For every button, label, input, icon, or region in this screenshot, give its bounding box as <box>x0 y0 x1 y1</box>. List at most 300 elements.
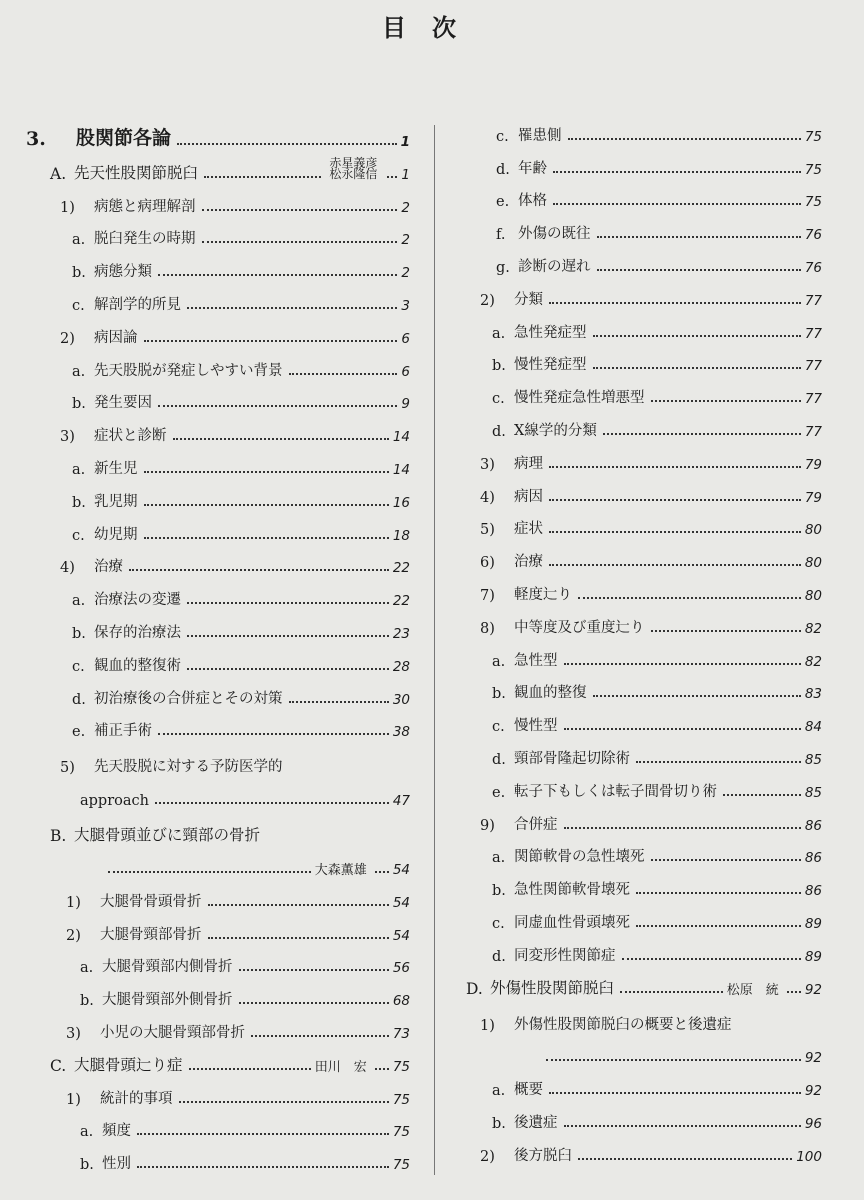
toc-entry <box>20 740 410 776</box>
toc-entry-label: 3) <box>66 1025 81 1042</box>
toc-entry-label: 1) <box>60 199 75 216</box>
toc-entry-page: 2 <box>401 265 410 282</box>
toc-entry-page: 76 <box>804 227 822 244</box>
dot-leader <box>187 307 397 309</box>
toc-entry-title: 後遺症 <box>514 1114 558 1131</box>
toc-entry-page: 68 <box>392 993 410 1010</box>
dot-leader <box>549 302 801 304</box>
toc-entry-title: 頻度 <box>102 1123 131 1140</box>
toc-entry-page: 75 <box>804 194 822 211</box>
toc-entry-label: d. <box>496 161 510 178</box>
toc-entry-title: 補正手術 <box>94 723 152 740</box>
toc-entry-label: a. <box>80 1124 94 1141</box>
toc-entry <box>460 735 822 768</box>
toc-entry-page: 83 <box>804 686 822 703</box>
toc-entry-title: 病因 <box>514 488 543 505</box>
toc-entry-title: 病態分類 <box>94 264 152 281</box>
dot-leader <box>593 695 801 697</box>
dot-leader <box>593 335 801 337</box>
toc-entry-page: 23 <box>392 625 410 642</box>
toc-entry-page: 77 <box>804 391 822 408</box>
toc-entry-author: 松原 統 <box>726 982 779 998</box>
dot-leader <box>187 635 389 637</box>
toc-entry <box>20 544 410 577</box>
toc-entry <box>460 834 822 867</box>
toc-entry-title: 分類 <box>514 291 543 308</box>
toc-entry-title: 外傷性股関節脱臼 <box>490 978 615 997</box>
toc-entry <box>20 809 410 845</box>
dot-leader <box>546 1059 801 1061</box>
toc-entry-page: 76 <box>804 259 822 276</box>
dot-leader <box>723 794 801 796</box>
toc-entry-label: 3. <box>26 128 46 150</box>
toc-entry-page: 56 <box>392 960 410 977</box>
toc-entry-page: 100 <box>796 1148 822 1165</box>
toc-entry <box>20 281 410 314</box>
toc-entry-label: b. <box>492 686 506 703</box>
dot-leader <box>553 171 801 173</box>
dot-leader <box>578 597 801 599</box>
toc-entry <box>20 878 410 911</box>
dot-leader <box>208 937 389 939</box>
toc-entry-title: 合併症 <box>514 816 558 833</box>
dot-leader <box>155 802 389 804</box>
toc-entry-title: 保存的治療法 <box>94 624 181 641</box>
toc-entry-page: 22 <box>392 560 410 577</box>
toc-entry <box>460 178 822 211</box>
toc-entry-title: 関節軟骨の急性壊死 <box>514 849 645 866</box>
toc-entry-label: a. <box>72 461 86 478</box>
dot-leader <box>597 236 801 238</box>
toc-entry-title: 概要 <box>514 1082 543 1099</box>
toc-entry-title: 外傷性股関節脱臼の概要と後遺症 <box>514 1016 732 1033</box>
toc-entry <box>20 976 410 1009</box>
toc-entry-label: b. <box>492 358 506 375</box>
toc-entry <box>460 768 822 801</box>
dot-leader <box>179 1101 389 1103</box>
toc-entry-title: 外傷の既往 <box>518 226 591 243</box>
toc-entry-page: 84 <box>804 719 822 736</box>
toc-entry <box>460 342 822 375</box>
toc-entry-title: 慢性発症急性増悪型 <box>514 390 645 407</box>
dot-leader <box>651 630 801 632</box>
dot-leader <box>239 969 389 971</box>
toc-entry <box>20 576 410 609</box>
dot-leader <box>553 203 801 205</box>
dot-leader <box>158 274 397 276</box>
toc-entry-page: 16 <box>392 494 410 511</box>
toc-entry-title: 発生要因 <box>94 395 152 412</box>
toc-entry-label: c. <box>496 128 509 145</box>
toc-left-column <box>20 112 410 1173</box>
toc-entry <box>20 412 410 445</box>
dot-leader <box>620 991 723 993</box>
toc-entry-title: 体格 <box>518 193 547 210</box>
toc-entry-page: 80 <box>804 522 822 539</box>
toc-entry-author: 田川 宏 <box>314 1059 367 1075</box>
dot-leader <box>173 438 389 440</box>
toc-entry <box>460 309 822 342</box>
dot-leader <box>578 1158 792 1160</box>
toc-entry-page: 2 <box>401 232 410 249</box>
dot-leader <box>202 241 398 243</box>
toc-entry-title: 先天股脱が発症しやすい背景 <box>94 362 283 379</box>
toc-entry <box>460 440 822 473</box>
toc-entry <box>20 112 410 150</box>
toc-entry-label: 9) <box>480 817 495 834</box>
dot-leader <box>144 471 389 473</box>
toc-entry-page: 80 <box>804 587 822 604</box>
toc-entry-page: 92 <box>804 981 822 998</box>
toc-entry-title: 幼児期 <box>94 526 138 543</box>
toc-entry-label: f. <box>496 227 506 244</box>
toc-entry-title: 病態と病理解剖 <box>94 198 196 215</box>
toc-entry <box>20 248 410 281</box>
toc-entry <box>460 571 822 604</box>
dot-leader <box>603 433 801 435</box>
toc-entry-page: 30 <box>392 691 410 708</box>
toc-entry-title: 中等度及び重度辷り <box>514 619 645 636</box>
toc-entry-title: 急性発症型 <box>514 324 587 341</box>
toc-entry <box>20 845 410 878</box>
toc-entry <box>20 445 410 478</box>
toc-entry-title: 解剖学的所見 <box>94 296 181 313</box>
dot-leader <box>189 1068 311 1070</box>
toc-entry-title: 大腿骨頸部外側骨折 <box>102 992 233 1009</box>
toc-entry-label: d. <box>492 423 506 440</box>
toc-entry-title: X線学的分類 <box>514 422 597 439</box>
toc-entry <box>20 347 410 380</box>
dot-leader <box>622 958 801 960</box>
dot-leader <box>568 138 801 140</box>
toc-entry <box>460 1066 822 1099</box>
toc-entry-page: 92 <box>804 1050 822 1067</box>
toc-entry-label: 1) <box>480 1017 495 1034</box>
toc-entry <box>20 944 410 977</box>
toc-right-column <box>460 112 822 1165</box>
dot-leader <box>202 209 398 211</box>
toc-entry-page: 75 <box>392 1058 410 1075</box>
dot-leader <box>651 859 801 861</box>
toc-entry-title: 罹患側 <box>518 127 562 144</box>
toc-entry-label: a. <box>492 653 506 670</box>
toc-entry <box>20 1140 410 1173</box>
toc-entry-title: approach <box>80 793 149 810</box>
toc-entry-title: 観血的整復 <box>514 685 587 702</box>
toc-entry <box>460 899 822 932</box>
toc-entry-page: 86 <box>804 817 822 834</box>
toc-entry-page: 89 <box>804 948 822 965</box>
toc-entry-label: 7) <box>480 587 495 604</box>
toc-entry-label: a. <box>72 363 86 380</box>
toc-entry <box>460 965 822 998</box>
toc-entry <box>460 801 822 834</box>
toc-entry-page: 75 <box>392 1091 410 1108</box>
dot-leader <box>137 1166 389 1168</box>
toc-entry-page: 54 <box>392 927 410 944</box>
toc-entry-page: 86 <box>804 850 822 867</box>
toc-entry-label: b. <box>80 1157 94 1174</box>
toc-entry <box>460 112 822 145</box>
toc-entry-label: 2) <box>480 1148 495 1165</box>
toc-entry-page: 77 <box>804 358 822 375</box>
toc-entry <box>20 642 410 675</box>
dot-leader <box>204 176 321 178</box>
toc-entry-title: 大腿骨頭並びに頸部の骨折 <box>74 826 261 845</box>
toc-entry-title: 観血的整復術 <box>94 657 181 674</box>
toc-entry <box>460 604 822 637</box>
toc-entry <box>20 150 410 183</box>
dot-leader <box>187 602 389 604</box>
toc-entry-page: 6 <box>401 363 410 380</box>
toc-entry-title: 同虚血性骨頭壊死 <box>514 914 630 931</box>
dot-leader <box>289 373 398 375</box>
toc-entry <box>460 670 822 703</box>
toc-entry-page: 77 <box>804 423 822 440</box>
dot-leader <box>549 531 801 533</box>
toc-entry-page: 18 <box>392 527 410 544</box>
toc-entry <box>460 1132 822 1165</box>
toc-entry-page: 14 <box>392 429 410 446</box>
toc-entry-page: 54 <box>392 861 410 878</box>
toc-entry <box>460 374 822 407</box>
toc-entry-page: 79 <box>804 489 822 506</box>
dot-leader <box>251 1035 389 1037</box>
toc-entry-title: 年齢 <box>518 160 547 177</box>
toc-entry-title: 同変形性関節症 <box>514 947 616 964</box>
toc-entry-title: 頸部骨隆起切除術 <box>514 750 630 767</box>
toc-entry-page: 38 <box>392 724 410 741</box>
dot-leader <box>387 176 397 178</box>
toc-entry-page: 86 <box>804 883 822 900</box>
toc-entry-label: e. <box>72 724 86 741</box>
toc-entry-label: a. <box>72 232 86 249</box>
column-divider <box>434 125 435 1175</box>
dot-leader <box>549 1092 801 1094</box>
toc-entry-label: c. <box>72 297 85 314</box>
toc-entry-page: 75 <box>804 128 822 145</box>
toc-entry-page: 1 <box>400 134 410 150</box>
toc-entry-title: 治療法の変遷 <box>94 592 181 609</box>
toc-entry-label: b. <box>492 883 506 900</box>
dot-leader <box>137 1133 389 1135</box>
dot-leader <box>564 1125 801 1127</box>
toc-entry <box>460 243 822 276</box>
toc-entry-label: a. <box>492 1083 506 1100</box>
toc-entry-page: 96 <box>804 1115 822 1132</box>
dot-leader <box>549 499 801 501</box>
toc-entry-label: 3) <box>60 429 75 446</box>
dot-leader <box>636 761 801 763</box>
dot-leader <box>636 892 801 894</box>
dot-leader <box>144 537 389 539</box>
toc-entry-title: 症状 <box>514 521 543 538</box>
toc-entry-label: c. <box>492 719 505 736</box>
toc-entry <box>460 1034 822 1067</box>
toc-entry-title: 大腿骨頸部内側骨折 <box>102 959 233 976</box>
toc-entry <box>460 473 822 506</box>
toc-entry <box>20 1009 410 1042</box>
toc-entry-page: 2 <box>401 199 410 216</box>
toc-entry-page: 77 <box>804 325 822 342</box>
toc-entry-page: 80 <box>804 555 822 572</box>
toc-entry-page: 85 <box>804 751 822 768</box>
dot-leader <box>144 504 389 506</box>
toc-entry-label: a. <box>72 593 86 610</box>
toc-entry <box>20 478 410 511</box>
toc-entry-title: 先天股脱に対する予防医学的 <box>94 759 283 776</box>
toc-entry-title: 治療 <box>94 559 123 576</box>
toc-entry-title: 初治療後の合併症とその対策 <box>94 690 283 707</box>
toc-entry-label: e. <box>492 784 506 801</box>
dot-leader <box>289 701 389 703</box>
toc-entry-page: 14 <box>392 461 410 478</box>
toc-entry-title: 大腿骨頸部骨折 <box>100 926 202 943</box>
toc-entry-title: 大腿骨骨頭骨折 <box>100 893 202 910</box>
toc-entry-label: c. <box>72 658 85 675</box>
dot-leader <box>158 405 397 407</box>
toc-entry-page: 92 <box>804 1083 822 1100</box>
toc-entry-page: 9 <box>401 396 410 413</box>
toc-entry-page: 47 <box>392 793 410 810</box>
dot-leader <box>208 904 389 906</box>
toc-entry-page: 1 <box>401 166 410 183</box>
toc-entry-title: 慢性発症型 <box>514 357 587 374</box>
toc-entry-title: 診断の遅れ <box>518 258 591 275</box>
toc-entry <box>20 511 410 544</box>
toc-entry-page: 54 <box>392 894 410 911</box>
dot-leader <box>564 827 801 829</box>
toc-entry-label: g. <box>496 259 510 276</box>
toc-entry-label: a. <box>492 850 506 867</box>
dot-leader <box>375 1068 389 1070</box>
toc-entry-label: b. <box>72 625 86 642</box>
toc-entry <box>460 998 822 1034</box>
dot-leader <box>129 569 389 571</box>
dot-leader <box>158 733 389 735</box>
toc-entry <box>460 276 822 309</box>
toc-entry-label: a. <box>80 960 94 977</box>
toc-entry-label: D. <box>466 979 483 998</box>
toc-entry-label: e. <box>496 194 510 211</box>
toc-entry-label: b. <box>72 396 86 413</box>
toc-entry-label: 6) <box>480 555 495 572</box>
toc-entry <box>460 538 822 571</box>
toc-entry-title: 先天性股関節脱臼 <box>74 163 199 182</box>
toc-entry-label: 5) <box>480 522 495 539</box>
toc-entry-label: d. <box>492 751 506 768</box>
toc-entry-label: 2) <box>480 292 495 309</box>
dot-leader <box>375 871 389 873</box>
toc-entry-title: 慢性型 <box>514 718 558 735</box>
toc-entry-label: 4) <box>60 560 75 577</box>
toc-entry-page: 75 <box>804 161 822 178</box>
toc-entry-page: 73 <box>392 1025 410 1042</box>
toc-entry-page: 6 <box>401 330 410 347</box>
toc-entry-label: b. <box>80 993 94 1010</box>
dot-leader <box>144 340 398 342</box>
toc-entry-label: b. <box>492 1115 506 1132</box>
toc-entry <box>20 776 410 809</box>
toc-entry-page: 3 <box>401 297 410 314</box>
toc-entry-title: 新生児 <box>94 460 138 477</box>
toc-entry-page: 28 <box>392 658 410 675</box>
dot-leader <box>177 143 397 145</box>
toc-entry <box>460 702 822 735</box>
toc-entry-label: c. <box>72 527 85 544</box>
toc-entry <box>460 210 822 243</box>
toc-entry-label: 2) <box>66 927 81 944</box>
toc-entry-title: 股関節各論 <box>76 127 172 149</box>
toc-entry-label: b. <box>72 265 86 282</box>
dot-leader <box>787 991 801 993</box>
toc-entry <box>20 609 410 642</box>
dot-leader <box>239 1002 389 1004</box>
dot-leader <box>108 871 311 873</box>
toc-entry <box>460 407 822 440</box>
toc-entry <box>20 1042 410 1075</box>
toc-entry-label: 1) <box>66 894 81 911</box>
toc-entry <box>460 932 822 965</box>
toc-entry-title: 治療 <box>514 554 543 571</box>
dot-leader <box>636 925 801 927</box>
toc-entry <box>20 216 410 249</box>
toc-entry <box>20 1075 410 1108</box>
toc-entry-title: 後方脱臼 <box>514 1147 572 1164</box>
toc-entry-page: 89 <box>804 915 822 932</box>
toc-entry-label: A. <box>50 164 67 183</box>
toc-entry-page: 77 <box>804 292 822 309</box>
toc-entry-page: 82 <box>804 620 822 637</box>
toc-entry-label: B. <box>50 827 67 846</box>
toc-entry-page: 79 <box>804 456 822 473</box>
toc-entry-title: 病理 <box>514 455 543 472</box>
toc-entry-label: 5) <box>60 760 75 777</box>
toc-entry-label: a. <box>492 325 506 342</box>
toc-entry <box>20 708 410 741</box>
toc-entry-label: c. <box>492 915 505 932</box>
toc-entry <box>20 380 410 413</box>
toc-entry <box>20 1108 410 1141</box>
toc-entry-title: 乳児期 <box>94 493 138 510</box>
toc-entry-page: 85 <box>804 784 822 801</box>
dot-leader <box>593 367 801 369</box>
toc-entry-label: 4) <box>480 489 495 506</box>
toc-entry-page: 22 <box>392 593 410 610</box>
toc-entry-author: 赤星義彦 松永隆信 <box>329 155 378 181</box>
toc-entry-label: 8) <box>480 620 495 637</box>
toc-entry-title: 性別 <box>102 1156 131 1173</box>
dot-leader <box>597 269 801 271</box>
toc-entry-page: 75 <box>392 1157 410 1174</box>
toc-entry <box>460 1099 822 1132</box>
dot-leader <box>549 564 801 566</box>
toc-entry-label: c. <box>492 391 505 408</box>
toc-entry-label: 2) <box>60 330 75 347</box>
toc-entry-page: 75 <box>392 1124 410 1141</box>
toc-entry-label: d. <box>492 948 506 965</box>
toc-entry <box>20 911 410 944</box>
toc-entry <box>460 637 822 670</box>
dot-leader <box>564 663 801 665</box>
toc-entry-title: 脱臼発生の時期 <box>94 231 196 248</box>
dot-leader <box>549 466 801 468</box>
toc-entry-author: 大森薫雄 <box>314 862 367 878</box>
dot-leader <box>651 400 801 402</box>
toc-entry-title: 大腿骨頭辷り症 <box>74 1055 183 1074</box>
toc-entry-label: 1) <box>66 1091 81 1108</box>
toc-entry-title: 急性型 <box>514 652 558 669</box>
